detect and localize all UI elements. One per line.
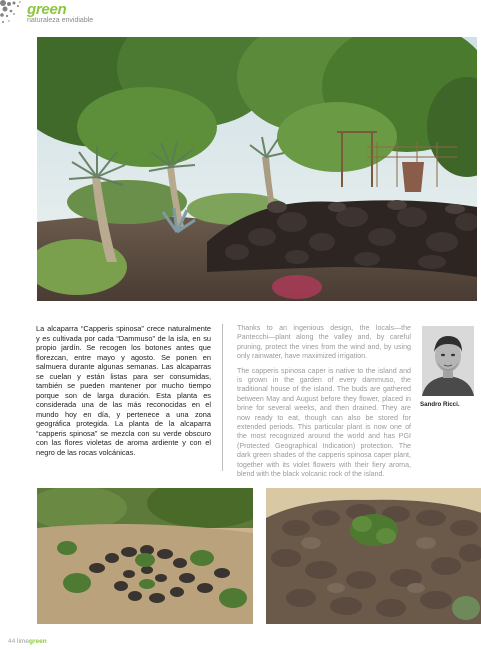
brand-tagline: naturaleza envidiable <box>27 17 94 24</box>
magazine-prefix: lime <box>17 638 29 645</box>
corner-grunge-decoration <box>0 0 26 30</box>
brand-logo-text: green <box>27 1 67 18</box>
magazine-suffix: green <box>28 638 47 645</box>
main-garden-photo <box>37 37 477 301</box>
english-paragraph-2: The capperis spinosa caper is native to the island and is grown in the garden of every dammuso, the traditional house of the island. The buds are gathered between May and August before they flower, placed in brine for several weeks, and then drained. They are now ready to eat, though can also be stored for extended periods. This particular plant is now one of the most recognized around the world and has PGI (Protected Geographical Indication) protection. The dark green shades of the capperis spinosa caper plant, together with its violet flowers with their fiery aroma, blend with the black volcanic rock of the island. <box>237 366 411 479</box>
page-number: 44 <box>8 638 16 645</box>
english-paragraph-1: Thanks to an ingenious design, the locals—the Pantecchi—plant along the valley and, by careful pruning, protect the vines from the wind and, by using only rainwater, have maximized irrigation. <box>237 324 411 361</box>
header-brand <box>27 2 93 25</box>
spanish-paragraph: La alcaparra “Capperis spinosa” crece naturalmente y es cultivada por cada “Dammuso” de la isla, en su propio jardín. Se recogen los botones antes que florezcan, entre mayo y agosto. Se ponen en salmuera durante algunas semanas. Las alcaparras se cuelan y están listas para ser consumidas, también se pueden mantener por mucho tiempo porque son de larga duración. Esta planta es considerada una de las más reconocidas en el mundo hoy en día, y pertenece a una zona geográfica protegida. La planta de la alcaparra “capperis spinosa” se mezcla con su verde obscuro con las flores violetas de aroma ardiente y con el negro de las rocas volcánicas. <box>36 324 211 457</box>
footer-magazine-name <box>17 638 47 645</box>
english-text-column <box>237 324 411 485</box>
column-divider <box>222 324 223 471</box>
portrait-caption: Sandro Ricci. <box>420 401 460 408</box>
caper-stone-mound-photo <box>266 488 481 624</box>
page-footer <box>8 638 47 645</box>
portrait-photo <box>422 326 474 396</box>
caper-spiral-bed-photo <box>37 488 253 624</box>
spanish-text-column <box>36 324 211 462</box>
